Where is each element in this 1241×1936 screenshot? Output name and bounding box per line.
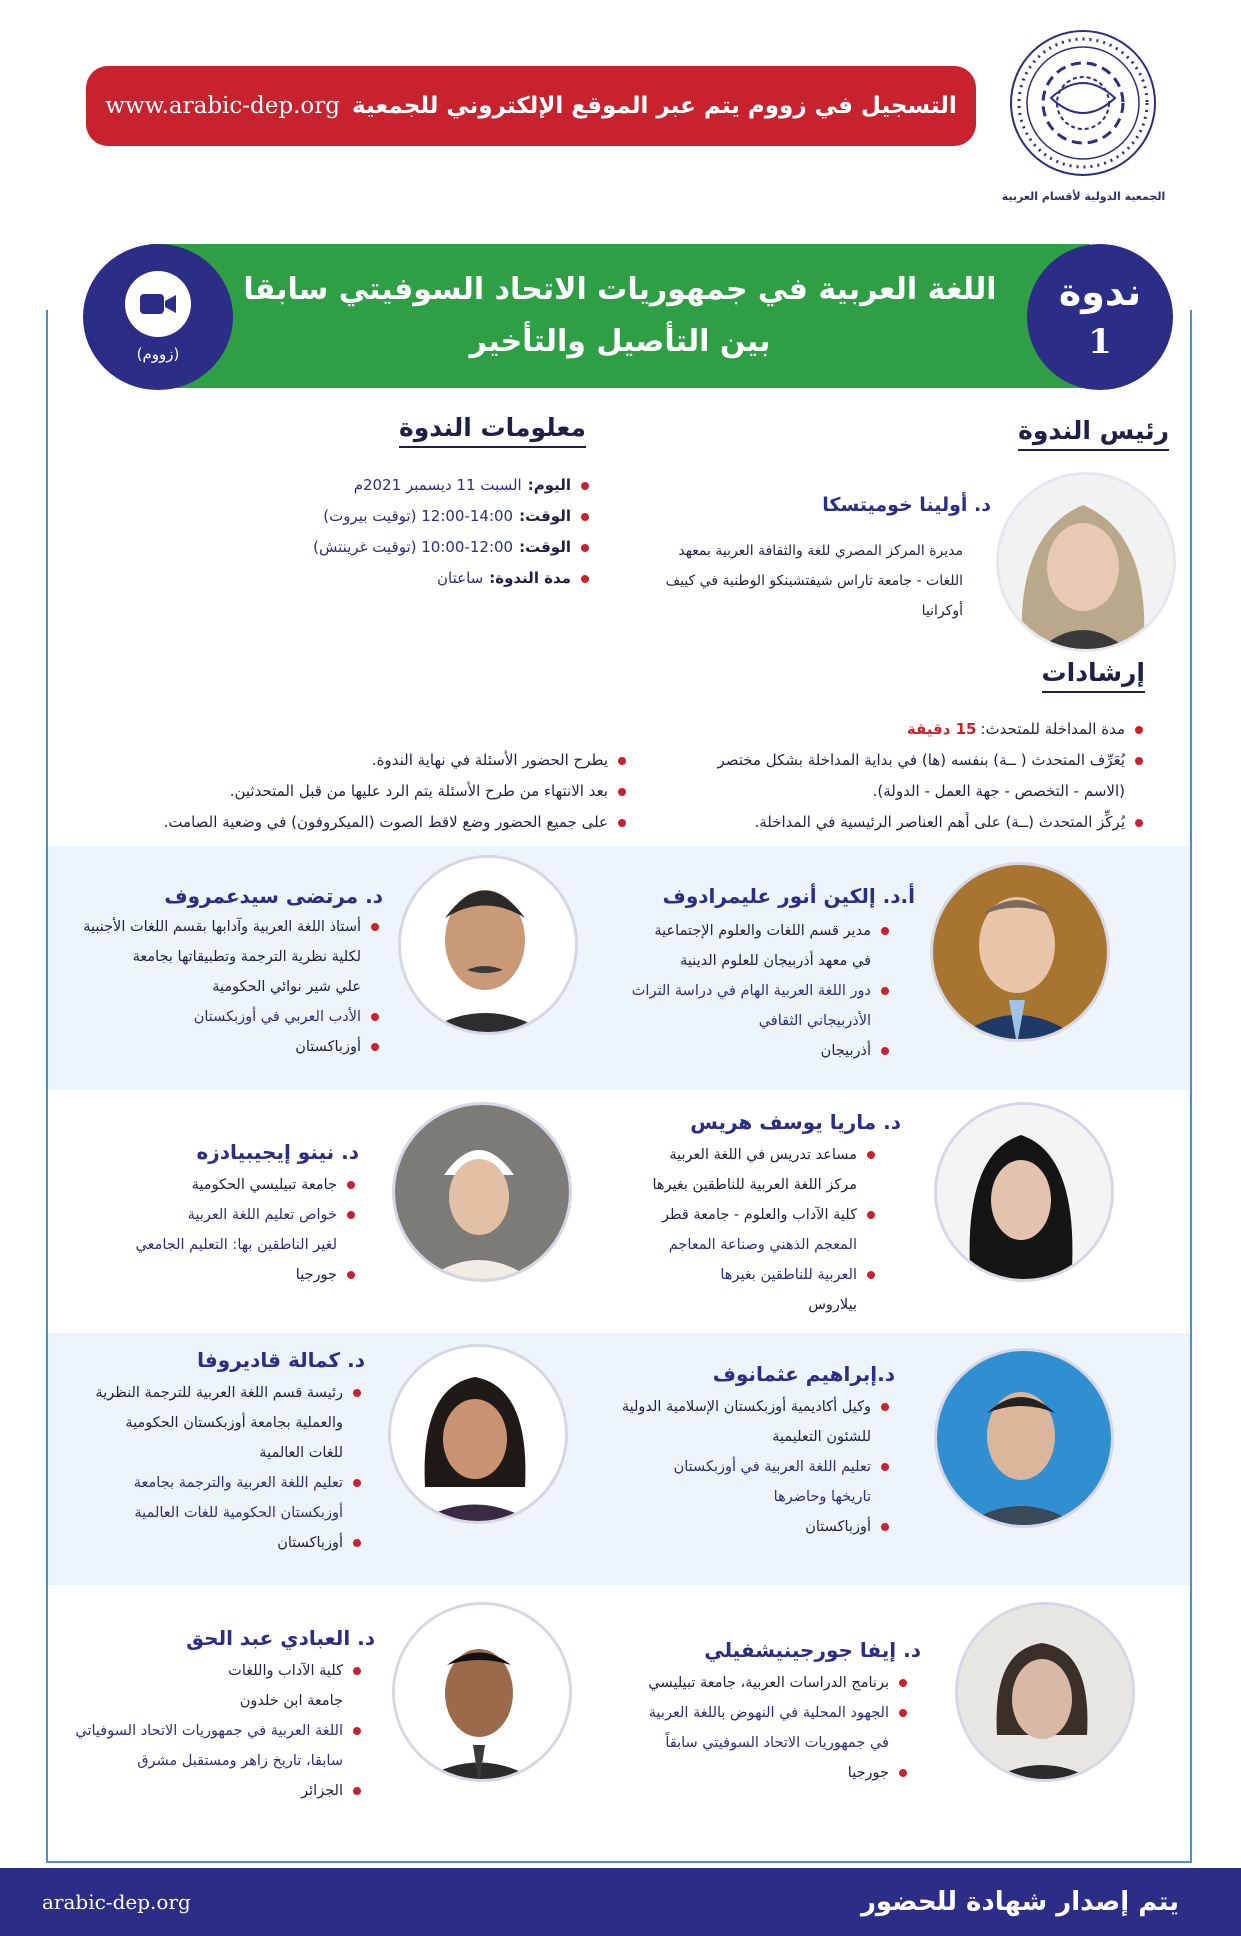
speaker-details [648, 1668, 907, 1788]
speaker-detail: وكيل أكاديمية أوزبكستان الإسلامية الدولية [622, 1392, 889, 1422]
chair-heading: رئيس الندوة [1018, 416, 1169, 451]
speaker-topic: لغير الناطقين بها: التعليم الجامعي [135, 1237, 337, 1253]
chair-desc-line: مديرة المركز المصري للغة والثقافة العربية بمعهد [678, 543, 963, 559]
speaker-topic: تاريخها وحاضرها [773, 1489, 871, 1505]
speaker-photo [392, 1102, 572, 1282]
video-camera-icon [125, 271, 191, 337]
speaker-details [652, 1140, 875, 1320]
speaker-topic: أوزبكستان الحكومية للغات العالمية [134, 1505, 343, 1521]
guidelines-heading: إرشادات [1042, 658, 1145, 693]
chair-desc-line: أوكرانيا [921, 603, 963, 619]
speaker-topic: سابقا، تاريخ زاهر ومستقبل مشرق [137, 1753, 343, 1769]
speaker-detail: كلية الآداب والعلوم - جامعة قطر [652, 1200, 875, 1230]
speaker-photo [934, 1102, 1114, 1282]
seminar-number-badge [1027, 244, 1173, 390]
speaker-name: د. مرتضى سيدعمروف [164, 884, 383, 908]
speaker-details [632, 916, 889, 1066]
registration-banner [86, 66, 976, 146]
speaker-detail: لكلية نظرية الترجمة وتطبيقاتها بجامعة [132, 949, 361, 965]
speaker-photo [392, 1602, 572, 1782]
info-heading: معلومات الندوة [399, 413, 586, 448]
speaker-detail: للشئون التعليمية [772, 1429, 871, 1445]
guideline-item: يطرح الحضور الأسئلة في نهاية الندوة. [164, 745, 626, 776]
chair-desc-line: اللغات - جامعة تاراس شيفتشينكو الوطنية في كييف [665, 573, 963, 589]
info-list [313, 470, 589, 594]
speaker-country: أوزباكستان [622, 1512, 889, 1542]
speaker-details [622, 1392, 889, 1542]
speaker-topic: تعليم اللغة العربية في أوزبكستان [622, 1452, 889, 1482]
info-item-time-gmt: الوقت: 10:00-12:00 (توقيت غرينتش) [313, 532, 589, 563]
speaker-detail: برنامج الدراسات العربية، جامعة تبيليسي [648, 1668, 907, 1698]
info-item-time-beirut: الوقت: 12:00-14:00 (توقيت بيروت) [313, 501, 589, 532]
speaker-detail: أستاذ اللغة العربية وآدابها بقسم اللغات الأجنبية [83, 912, 379, 942]
speaker-topic: اللغة العربية في جمهوريات الاتحاد السوفياتي [75, 1716, 361, 1746]
speaker-photo [398, 855, 578, 1035]
speaker-country: جورجيا [648, 1758, 907, 1788]
speaker-topic: تعليم اللغة العربية والترجمة بجامعة [95, 1468, 361, 1498]
speaker-topic: المعجم الذهني وصناعة المعاجم [668, 1237, 857, 1253]
speaker-detail: كلية الآداب واللغات [75, 1656, 361, 1686]
speaker-country: أذربيجان [632, 1036, 889, 1066]
speaker-detail: جامعة ابن خلدون [239, 1693, 343, 1709]
speaker-detail: علي شير نوائي الحكومية [212, 979, 361, 995]
speaker-topic: خواص تعليم اللغة العربية [136, 1200, 356, 1230]
speaker-detail: مدير قسم اللغات والعلوم الإجتماعية [632, 916, 889, 946]
speaker-detail: والعملية بجامعة أوزبكستان الحكومية [125, 1415, 343, 1431]
speaker-topic: دور اللغة العربية الهام في دراسة التراث [632, 976, 889, 1006]
speaker-name: د. إيفا جورجينيشفيلي [704, 1638, 921, 1662]
seminar-title-line2: بين التأصيل والتأخير [469, 324, 771, 359]
seminar-title-line1: اللغة العربية في جمهوريات الاتحاد السوفيتي سابقا [243, 272, 997, 307]
speaker-topic: في جمهوريات الاتحاد السوفيتي سابقاً [665, 1735, 889, 1751]
info-item-duration: مدة الندوة: ساعتان [313, 563, 589, 594]
speaker-topic: الجهود المحلية في النهوض باللغة العربية [648, 1698, 907, 1728]
speaker-detail: رئيسة قسم اللغة العربية للترجمة النظرية [95, 1378, 361, 1408]
guideline-item: يُعَرِّف المتحدث ( ــة) بنفسه (ها) في بداية المداخلة بشكل مختصر [717, 745, 1143, 776]
chair-photo [996, 472, 1176, 652]
speaker-name: د. كمالة قاديروفا [197, 1348, 365, 1372]
zoom-badge [83, 244, 233, 390]
speaker-photo [934, 1348, 1114, 1528]
speaker-name: أ.د. إلكين أنور عليمرادوف [662, 884, 915, 908]
seminar-title-bar [150, 244, 1090, 388]
speaker-photo [955, 1602, 1135, 1782]
logo-caption: الجمعية الدولية لأقسام العربية [1001, 190, 1166, 203]
speaker-details [75, 1656, 361, 1806]
speaker-photo [930, 862, 1110, 1042]
info-item-day: اليوم: السبت 11 ديسمبر 2021م [313, 470, 589, 501]
zoom-label: (زووم) [136, 345, 180, 363]
speaker-name: د. نينو إيجيبيادزه [196, 1140, 359, 1164]
speaker-country: الجزائر [75, 1776, 361, 1806]
speaker-detail: مركز اللغة العربية للناطقين بغيرها [652, 1177, 857, 1193]
speaker-topic: الأدب العربي في أوزبكستان [83, 1002, 379, 1032]
speaker-country: جورجيا [136, 1260, 356, 1290]
registration-text: التسجيل في زووم يتم عبر الموقع الإلكتروني للجمعية [352, 93, 957, 119]
footer-bar [0, 1868, 1241, 1936]
speaker-details [83, 912, 379, 1062]
certificate-note: يتم إصدار شهادة للحضور [860, 1887, 1179, 1917]
guideline-item: يُركِّز المتحدث (ــة) على أهم العناصر الرئيسية في المداخلة. [717, 807, 1143, 838]
guidelines-left [164, 745, 626, 838]
speaker-detail: جامعة تبيليسي الحكومية [136, 1170, 356, 1200]
registration-url[interactable]: www.arabic-dep.org [105, 93, 340, 119]
association-logo [1006, 28, 1161, 178]
footer-url[interactable]: arabic-dep.org [42, 1890, 191, 1914]
guideline-item: بعد الانتهاء من طرح الأسئلة يتم الرد عليها من قبل المتحدثين. [164, 776, 626, 807]
guideline-item: على جميع الحضور وضع لاقط الصوت (الميكروفون) في وضعية الصامت. [164, 807, 626, 838]
chair-name: د. أولينا خوميتسكا [822, 494, 991, 516]
seminar-number: 1 [1088, 322, 1112, 362]
speaker-details [95, 1378, 361, 1558]
guidelines-right [717, 714, 1143, 838]
guideline-item: مدة المداخلة للمتحدث: 15 دقيقة [717, 714, 1143, 745]
speaker-detail: للغات العالمية [259, 1445, 343, 1461]
guideline-item-continued: (الاسم - التخصص - جهة العمل - الدولة). [872, 782, 1125, 800]
speaker-detail: في معهد أذربيجان للعلوم الدينية [680, 953, 871, 969]
speaker-photo [388, 1344, 568, 1524]
speaker-country: بيلاروس [808, 1297, 857, 1313]
speaker-detail: مساعد تدريس في اللغة العربية [652, 1140, 875, 1170]
speaker-country: أوزباكستان [83, 1032, 379, 1062]
speaker-details [136, 1170, 356, 1290]
seminar-word: ندوة [1058, 270, 1142, 314]
chair-description [653, 536, 963, 626]
speaker-topic: الأذربيجاني الثقافي [758, 1013, 871, 1029]
speaker-name: د.إبراهيم عثمانوف [712, 1362, 895, 1386]
speaker-name: د. ماريا يوسف هريس [690, 1110, 901, 1134]
speaker-country: أوزباكستان [95, 1528, 361, 1558]
speaker-name: د. العبادي عبد الحق [186, 1626, 375, 1650]
speaker-topic: العربية للناطقين بغيرها [652, 1260, 875, 1290]
